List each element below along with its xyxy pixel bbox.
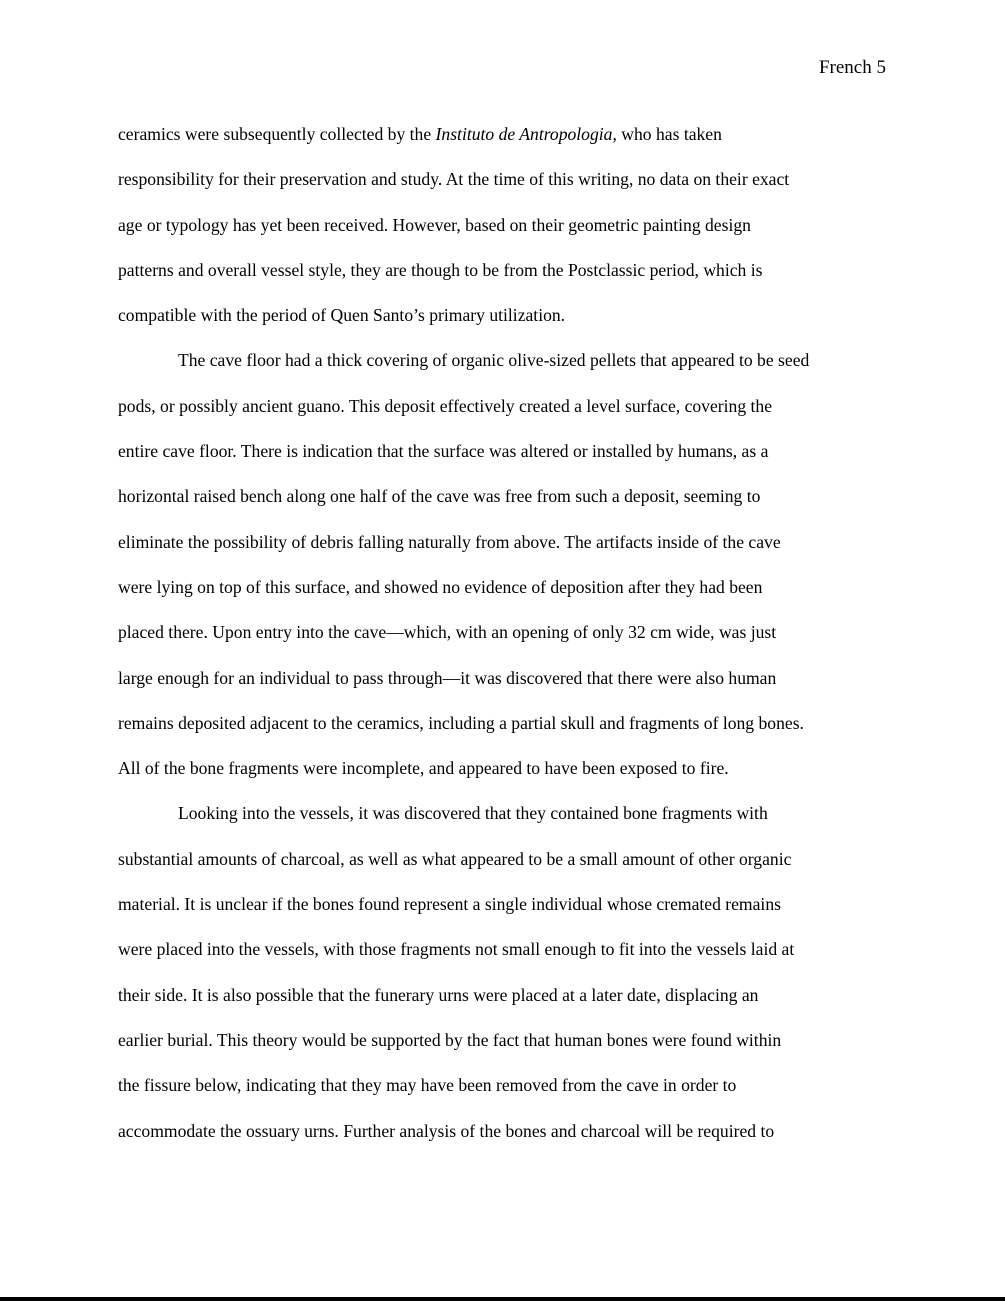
body-text xyxy=(118,112,890,1154)
text-segment: ceramics were subsequently collected by the xyxy=(118,124,436,144)
text-line: compatible with the period of Quen Santo’s primary utilization. xyxy=(118,305,566,326)
text-line: entire cave floor. There is indication that the surface was altered or installed by humans, as a xyxy=(118,441,769,462)
text-line: material. It is unclear if the bones found represent a single individual whose cremated remains xyxy=(118,894,781,915)
text-line: remains deposited adjacent to the ceramics, including a partial skull and fragments of long bones. xyxy=(118,712,804,733)
text-line: age or typology has yet been received. However, based on their geometric painting design xyxy=(118,214,751,235)
text-line: the fissure below, indicating that they may have been removed from the cave in order to xyxy=(118,1075,737,1096)
text-line: substantial amounts of charcoal, as well as what appeared to be a small amount of other organic xyxy=(118,848,792,869)
text-line: accommodate the ossuary urns. Further analysis of the bones and charcoal will be required to xyxy=(118,1120,775,1141)
paragraph-first-line: The cave floor had a thick covering of organic olive-sized pellets that appeared to be seed xyxy=(178,350,810,371)
text-line: patterns and overall vessel style, they are though to be from the Postclassic period, which is xyxy=(118,259,763,280)
text-line: their side. It is also possible that the funerary urns were placed at a later date, displacing an xyxy=(118,984,759,1005)
text-line: pods, or possibly ancient guano. This deposit effectively created a level surface, covering the xyxy=(118,395,773,416)
text-line: were placed into the vessels, with those fragments not small enough to fit into the vessels laid at xyxy=(118,939,795,960)
text-line xyxy=(118,112,890,157)
page-bottom-edge xyxy=(0,1297,1005,1301)
text-line: placed there. Upon entry into the cave—which, with an opening of only 32 cm wide, was just xyxy=(118,622,777,643)
italic-institution-name: Instituto de Antropologia xyxy=(435,124,613,144)
text-line: earlier burial. This theory would be supported by the fact that human bones were found within xyxy=(118,1029,782,1050)
text-line: were lying on top of this surface, and showed no evidence of deposition after they had been xyxy=(118,576,763,597)
running-head: French 5 xyxy=(818,57,886,78)
paragraph-first-line: Looking into the vessels, it was discovered that they contained bone fragments with xyxy=(178,803,768,824)
text-segment: , who has taken xyxy=(612,124,722,144)
text-line: All of the bone fragments were incomplete, and appeared to have been exposed to fire. xyxy=(118,758,729,779)
text-line: large enough for an individual to pass through—it was discovered that there were also human xyxy=(118,667,777,688)
text-line: eliminate the possibility of debris falling naturally from above. The artifacts inside of the cave xyxy=(118,531,781,552)
text-line: responsibility for their preservation and study. At the time of this writing, no data on their exact xyxy=(118,169,790,190)
text-line: horizontal raised bench along one half of the cave was free from such a deposit, seeming to xyxy=(118,486,761,507)
